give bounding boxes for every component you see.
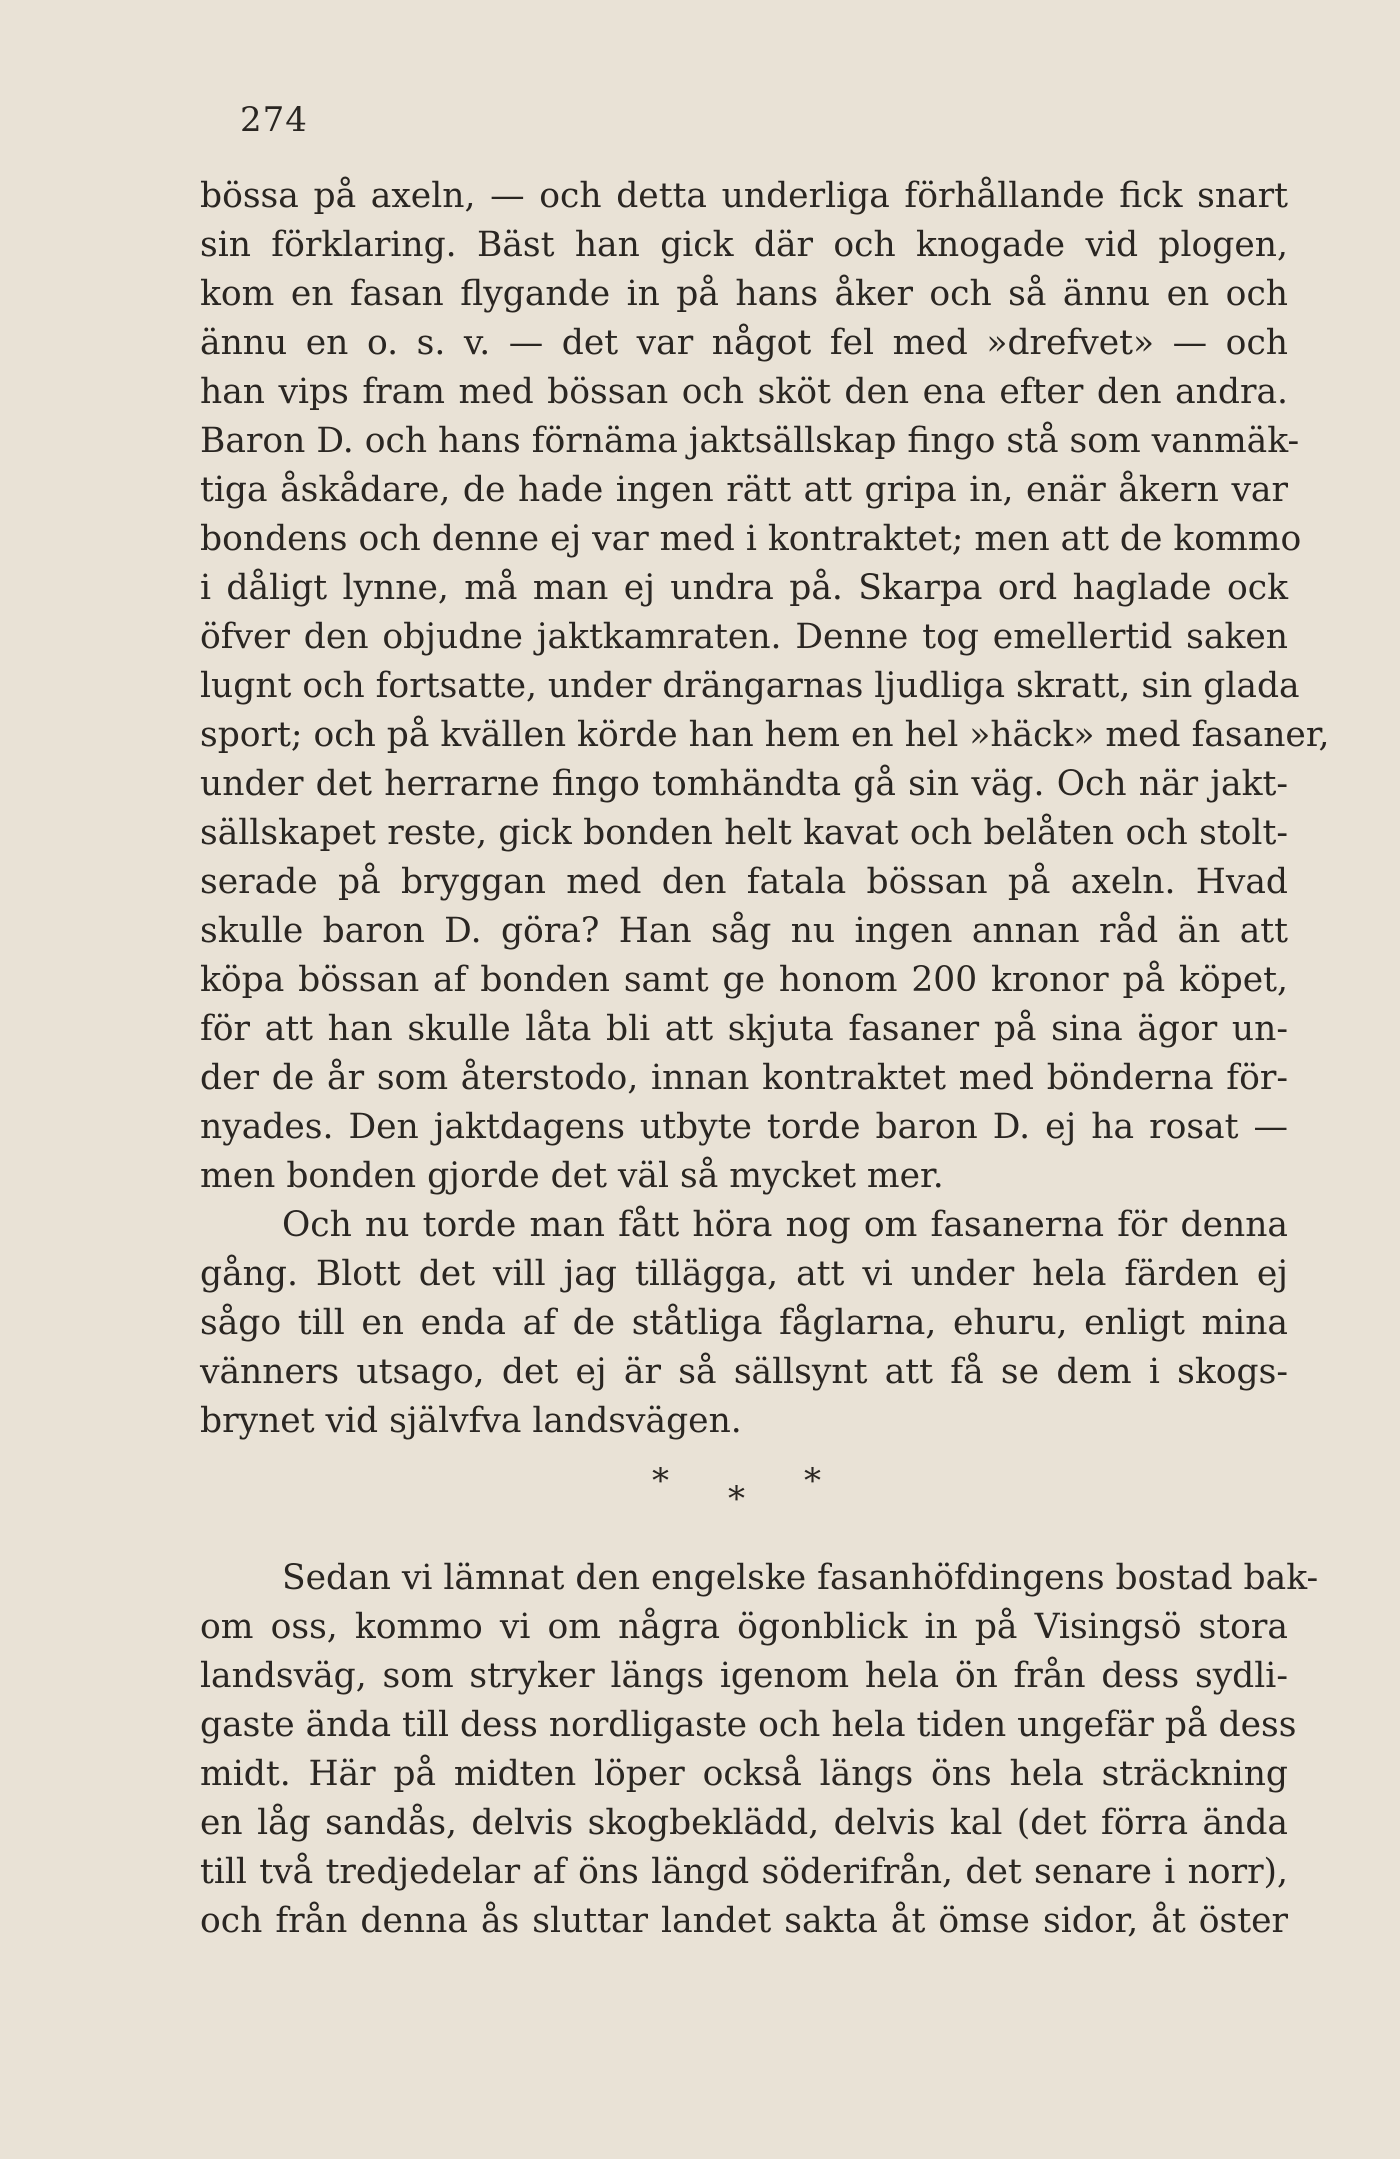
text-line: ännu en o. s. v. — det var något fel med »drefvet» — och	[200, 323, 1288, 363]
asterisk: *	[804, 1461, 821, 1501]
text-line: der de år som återstodo, innan kontraktet med bönderna för-	[200, 1058, 1288, 1098]
text-line: men bonden gjorde det väl så mycket mer.	[200, 1156, 944, 1196]
text-line: och från denna ås sluttar landet sakta åt ömse sidor, åt öster	[200, 1901, 1288, 1941]
text-line: under det herrarne fingo tomhändta gå sin väg. Och när jakt-	[200, 764, 1288, 804]
paragraph-1	[200, 172, 1330, 1201]
text-line: brynet vid självfva landsvägen.	[200, 1401, 742, 1441]
text-line: serade på bryggan med den fatala bössan på axeln. Hvad	[200, 862, 1288, 902]
text-line: lugnt och fortsatte, under drängarnas ljudliga skratt, sin glada	[200, 666, 1300, 706]
text-line: nyades. Den jaktdagens utbyte torde baron D. ej ha rosat —	[200, 1107, 1288, 1147]
text-line: sport; och på kvällen körde han hem en hel »häck» med fasaner,	[200, 715, 1330, 755]
text-line: sällskapet reste, gick bonden helt kavat och belåten och stolt-	[200, 813, 1288, 853]
text-line: tiga åskådare, de hade ingen rätt att gripa in, enär åkern var	[200, 470, 1288, 510]
text-line: kom en fasan flygande in på hans åker och så ännu en och	[200, 274, 1288, 314]
text-line: bössa på axeln, — och detta underliga förhållande fick snart	[200, 176, 1288, 216]
text-line: Och nu torde man fått höra nog om fasanerna för denna	[282, 1205, 1288, 1245]
text-line: i dåligt lynne, må man ej undra på. Skarpa ord haglade ock	[200, 568, 1288, 608]
body-text	[200, 172, 1330, 1946]
asterisk: *	[728, 1479, 745, 1519]
text-line: köpa bössan af bonden samt ge honom 200 kronor på köpet,	[200, 960, 1288, 1000]
paragraph-3	[200, 1554, 1319, 1946]
text-line: en låg sandås, delvis skogbeklädd, delvis kal (det förra ända	[200, 1803, 1288, 1843]
page-number: 274	[240, 100, 308, 140]
asterisk: *	[652, 1461, 669, 1501]
text-line: gång. Blott det vill jag tillägga, att vi under hela färden ej	[200, 1254, 1288, 1294]
text-line: för att han skulle låta bli att skjuta fasaner på sina ägor un-	[200, 1009, 1288, 1049]
text-line: sin förklaring. Bäst han gick där och knogade vid plogen,	[200, 225, 1288, 265]
paragraph-2	[200, 1201, 1288, 1446]
text-line: om oss, kommo vi om några ögonblick in på Visingsö stora	[200, 1607, 1288, 1647]
section-divider-asterism	[200, 1446, 1288, 1554]
text-line: till två tredjedelar af öns längd söderifrån, det senare i norr),	[200, 1852, 1288, 1892]
text-line: bondens och denne ej var med i kontraktet; men att de kommo	[200, 519, 1302, 559]
text-line: Sedan vi lämnat den engelske fasanhöfdingens bostad bak-	[282, 1558, 1319, 1598]
text-line: landsväg, som stryker längs igenom hela ön från dess sydli-	[200, 1656, 1288, 1696]
text-line: gaste ända till dess nordligaste och hela tiden ungefär på dess	[200, 1705, 1297, 1745]
text-line: vänners utsago, det ej är så sällsynt att få se dem i skogs-	[200, 1352, 1288, 1392]
text-line: öfver den objudne jaktkamraten. Denne tog emellertid saken	[200, 617, 1288, 657]
text-line: skulle baron D. göra? Han såg nu ingen annan råd än att	[200, 911, 1288, 951]
text-line: han vips fram med bössan och sköt den ena efter den andra.	[200, 372, 1288, 412]
text-line: Baron D. och hans förnäma jaktsällskap fingo stå som vanmäk-	[200, 421, 1300, 461]
text-line: midt. Här på midten löper också längs öns hela sträckning	[200, 1754, 1288, 1794]
text-line: sågo till en enda af de ståtliga fåglarna, ehuru, enligt mina	[200, 1303, 1288, 1343]
